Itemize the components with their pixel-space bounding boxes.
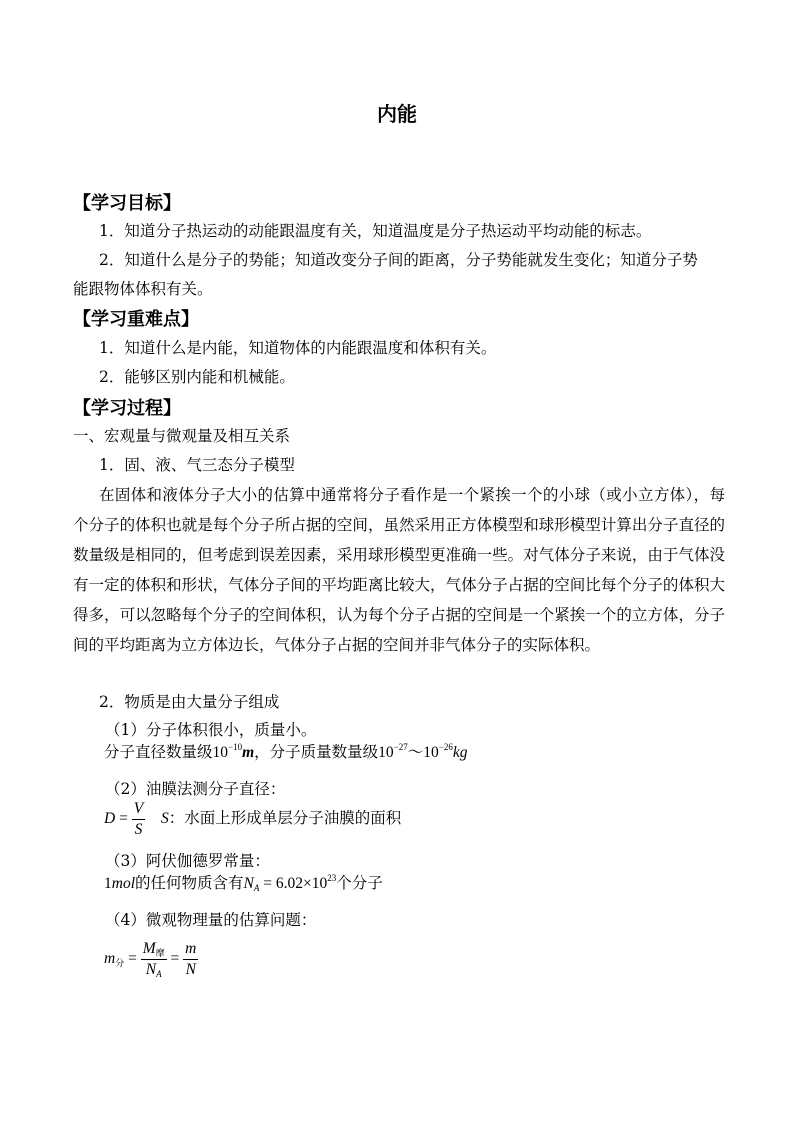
model-paragraph: 在固体和液体分子大小的估算中通常将分子看作是一个紧挨一个的小球（或小立方体），每个分子的体积也就是每个分子所占据的空间，虽然采用正方体模型和球形模型计算出分子直径的数量级是相同的，但考虑到误差因素，采用球形模型更准确一些。对气体分子来说，由于气体没有一定的体积和形状，气体分子间的平均距离比较大，气体分子占据的空间比每个分子的体积大得多，可以忽略每个分子的空间体积，认为每个分子占据的空间是一个紧挨一个的立方体，分子间的平均距离为立方体边长，气体分子占据的空间并非气体分子的实际体积。 — [73, 486, 725, 654]
process-heading: 【学习过程】 — [73, 398, 181, 419]
sub4-eq2: = — [170, 950, 180, 968]
goal-item-2-continued: 能跟物体体积有关。 — [73, 280, 213, 298]
sub1-prefix: 分子直径数量级 — [104, 744, 213, 761]
sub1-mid: ，分子质量数量级 — [254, 744, 379, 761]
sub2-fraction — [132, 800, 145, 839]
sub2-denominator: S — [134, 821, 143, 838]
sub3-title: （3）阿伏伽德罗常量： — [105, 852, 270, 870]
sub4-denominator-1: $N_A$ — [145, 961, 162, 979]
sub3-one: 1 — [104, 875, 112, 892]
sub1-base3: 10 — [423, 744, 439, 761]
sub1-tilde: ～ — [407, 744, 424, 761]
sub1-formula — [104, 741, 467, 765]
sub3-unit: 个分子 — [336, 875, 383, 892]
sub2-eq: = — [119, 810, 128, 828]
sub1-exp3: −26 — [438, 742, 453, 752]
page-title: 内能 — [377, 102, 417, 126]
matter-title: 2．物质是由大量分子组成 — [99, 693, 280, 711]
sub3-eq: = — [263, 875, 272, 892]
part1-title: 一、宏观量与微观量及相互关系 — [73, 427, 291, 445]
sub2-desc: ：水面上形成单层分子油膜的面积 — [168, 810, 402, 828]
sub3-formula — [104, 871, 383, 893]
sub1-exp1: −10 — [228, 742, 243, 752]
goal-item-1: 1．知道分子热运动的动能跟温度有关，知道温度是分子热运动平均动能的标志。 — [99, 222, 652, 240]
sub3-value: 6.02×10 — [275, 875, 328, 892]
sub2-title: （2）油膜法测分子直径： — [105, 780, 286, 798]
sub4-m-sub: 分 — [115, 958, 125, 969]
sub1-title: （1）分子体积很小，质量小。 — [105, 721, 317, 739]
sub4-formula — [104, 940, 198, 979]
sub2-lhs: D — [104, 810, 116, 828]
sub4-fraction-2 — [183, 940, 198, 979]
sub4-fraction-1 — [141, 940, 167, 979]
model-title: 1．固、液、气三态分子模型 — [99, 456, 295, 474]
goals-heading: 【学习目标】 — [73, 193, 181, 214]
sub1-unit1: m — [242, 744, 255, 761]
sub2-formula — [104, 800, 401, 839]
sub4-title: （4）微观物理量的估算问题： — [105, 911, 317, 929]
sub2-var: S — [161, 810, 169, 828]
sub3-A: A — [253, 883, 260, 893]
sub4-numerator-1: $M_摩$ — [142, 940, 165, 958]
key-item-1: 1．知道什么是内能，知道物体的内能跟温度和体积有关。 — [99, 339, 497, 357]
key-heading: 【学习重难点】 — [73, 309, 199, 330]
sub4-eq1: = — [128, 950, 137, 968]
key-item-2: 2．能够区别内能和机械能。 — [99, 368, 295, 386]
sub1-base1: 10 — [212, 744, 229, 761]
sub1-exp2: −27 — [393, 742, 408, 752]
sub1-base2: 10 — [378, 744, 394, 761]
sub2-numerator: V — [132, 800, 145, 820]
sub1-unit2: kg — [452, 744, 468, 761]
sub3-text: 的任何物质含有 — [135, 875, 244, 892]
sub4-numerator-2: m — [183, 940, 198, 960]
sub4-m: m — [104, 950, 116, 968]
sub3-exp: 23 — [327, 873, 337, 883]
sub3-N: N — [243, 875, 254, 892]
goal-item-2: 2．知道什么是分子的势能；知道改变分子间的距离，分子势能就发生变化；知道分子势 — [99, 251, 698, 269]
sub3-mol: mol — [111, 875, 135, 892]
sub4-denominator-2: N — [185, 961, 196, 978]
